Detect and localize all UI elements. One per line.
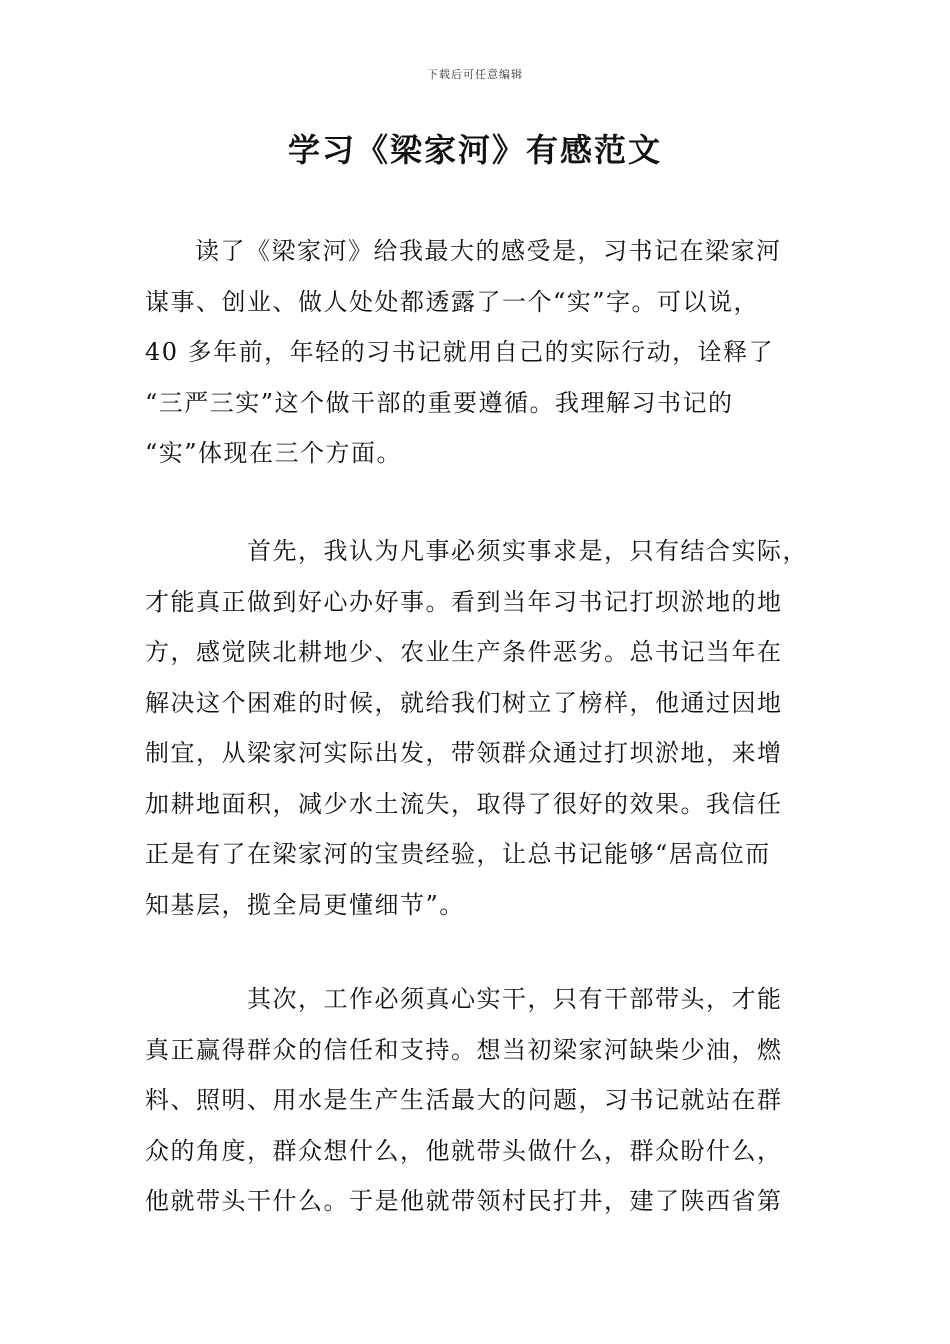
header-note: 下载后可任意编辑 (427, 68, 523, 81)
paragraph-line: 料、照明、用水是生产生活最大的问题，习书记就站在群 (145, 1086, 783, 1114)
paragraph-line: 才能真正做到好心办好事。看到当年习书记打坝淤地的地 (145, 587, 783, 616)
paragraph-1 (145, 226, 810, 479)
paragraph-line: 其次，工作必须真心实干，只有干部带头，才能 (247, 985, 783, 1013)
paragraph-line: 真正赢得群众的信任和支持。想当初梁家河缺柴少油，燃 (145, 1035, 783, 1064)
paragraph-line: 读了《梁家河》给我最大的感受是，习书记在梁家河 (195, 237, 782, 265)
paragraph-3 (145, 974, 810, 1227)
paragraph-line: 众的角度，群众想什么，他就带头做什么，群众盼什么， (145, 1136, 783, 1165)
paragraph-line: 解决这个困难的时候，就给我们树立了榜样，他通过因地 (145, 688, 783, 717)
paragraph-line: 方，感觉陕北耕地少、农业生产条件恶劣。总书记当年在 (145, 638, 783, 666)
paragraph-line: 制宜，从梁家河实际出发，带领群众通过打坝淤地，来增 (145, 739, 783, 767)
paragraph-line: 他就带头干什么。于是他就带领村民打井，建了陕西省第 (145, 1187, 783, 1215)
paragraph-line: 40 多年前，年轻的习书记就用自己的实际行动，诠释了 (145, 338, 775, 366)
paragraph-line: “实”体现在三个方面。 (145, 439, 403, 467)
paragraph-line: 加耕地面积，减少水土流失，取得了很好的效果。我信任 (145, 789, 783, 818)
paragraph-line: “三严三实”这个做干部的重要遵循。我理解习书记的 (145, 388, 734, 417)
document-title: 学习《梁家河》有感范文 (287, 131, 662, 169)
paragraph-line: 正是有了在梁家河的宝贵经验，让总书记能够“居高位而 (145, 840, 771, 868)
paragraph-2 (145, 526, 810, 930)
paragraph-line: 知基层，揽全局更懂细节”。 (145, 890, 465, 919)
paragraph-line: 谋事、创业、做人处处都透露了一个“实”字。可以说， (145, 287, 760, 316)
paragraph-line: 首先，我认为凡事必须实事求是，只有结合实际， (247, 537, 808, 565)
